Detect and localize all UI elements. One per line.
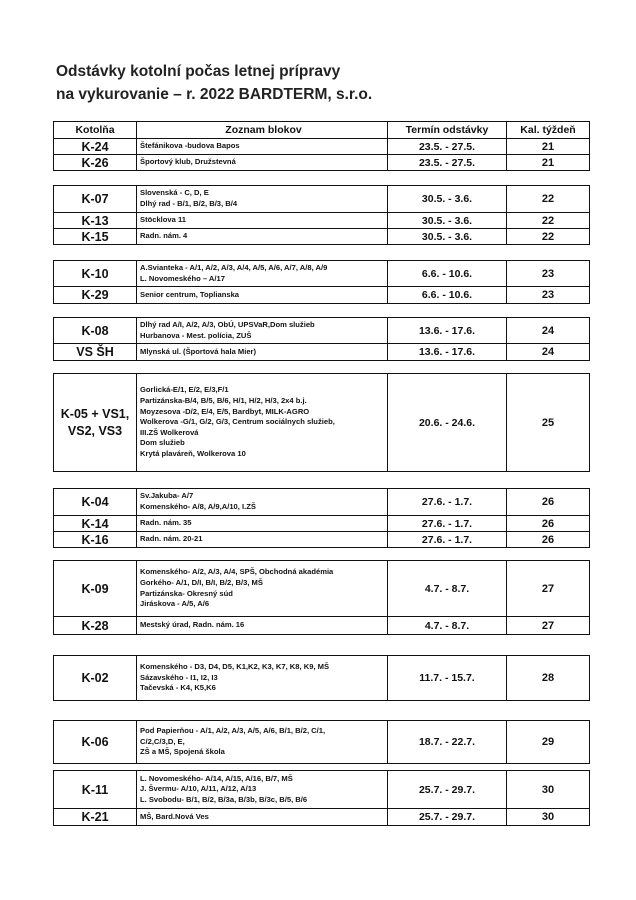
term-cell: 11.7. - 15.7.	[388, 656, 507, 701]
boiler-label-line: VS2, VS3	[67, 423, 123, 438]
block-line: J. Švermu- A/10, A/11, A/12, A/13	[140, 784, 257, 794]
block-line: ZŠ a MŠ, Spojená škola	[140, 747, 225, 757]
week-cell: 24	[507, 318, 590, 344]
blocks-cell	[137, 374, 388, 472]
week-cell: 25	[507, 374, 590, 472]
boiler-cell: VS ŠH	[54, 344, 137, 361]
header-table	[53, 121, 590, 139]
table-row	[54, 229, 590, 245]
table-row	[54, 186, 590, 213]
group-table	[53, 770, 590, 826]
week-cell: 21	[507, 139, 590, 155]
table-row	[54, 771, 590, 809]
boiler-cell: K-28	[54, 617, 137, 635]
block-line: Gorkého- A/1, D/I, B/I, B/2, B/3, MŠ	[140, 577, 263, 587]
term-cell: 6.6. - 10.6.	[388, 287, 507, 304]
boiler-cell: K-21	[54, 809, 137, 826]
title-line-2: na vykurovanie – r. 2022 BARDTERM, s.r.o.	[56, 86, 373, 103]
block-line: Partizánska-B/4, B/5, B/6, H/1, H/2, H/3, 2x4 b.j.	[140, 396, 307, 406]
table-row	[54, 656, 590, 701]
block-line: Stöcklova 11	[140, 215, 187, 225]
group-table	[53, 720, 590, 764]
group-table	[53, 488, 590, 548]
col-header-week: Kal. týždeň	[507, 122, 590, 139]
title-line-1: Odstávky kotolní počas letnej prípravy	[56, 63, 341, 80]
group-table	[53, 260, 590, 304]
block-line: A.Svianteka - A/1, A/2, A/3, A/4, A/5, A/6, A/7, A/8, A/9	[140, 262, 328, 272]
term-cell: 25.7. - 29.7.	[388, 809, 507, 826]
table-row	[54, 809, 590, 826]
block-line: Tačevská - K4, K5,K6	[140, 683, 216, 693]
term-cell: 30.5. - 3.6.	[388, 229, 507, 245]
week-cell: 21	[507, 155, 590, 171]
term-cell: 18.7. - 22.7.	[388, 721, 507, 764]
block-line: Gorlická-E/1, E/2, E/3,F/1	[140, 385, 229, 395]
week-cell: 24	[507, 344, 590, 361]
blocks-cell	[137, 561, 388, 617]
week-cell: 26	[507, 516, 590, 532]
block-line: Dom služieb	[140, 438, 185, 448]
blocks-cell	[137, 344, 388, 361]
table-row	[54, 617, 590, 635]
blocks-cell	[137, 516, 388, 532]
group-table	[53, 185, 590, 245]
boiler-cell: K-16	[54, 532, 137, 548]
group-table	[53, 138, 590, 171]
block-line: Komenského- A/8, A/9,A/10, I.ZŠ	[140, 502, 256, 511]
week-cell: 22	[507, 213, 590, 229]
blocks-cell	[137, 261, 388, 287]
table-row	[54, 516, 590, 532]
col-header-blocks: Zoznam blokov	[137, 122, 388, 139]
term-cell: 13.6. - 17.6.	[388, 318, 507, 344]
block-line: Wolkerova -G/1, G/2, G/3, Centrum sociálnych služieb,	[140, 417, 335, 427]
boiler-cell: K-09	[54, 561, 137, 617]
table-row	[54, 139, 590, 155]
block-line: Dlhý rad - B/1, B/2, B/3, B/4	[140, 199, 238, 208]
table-row	[54, 561, 590, 617]
block-line: Štefánikova -budova Bapos	[140, 141, 240, 151]
block-line: MŠ, Bard.Nová Ves	[140, 811, 209, 821]
table-row	[54, 721, 590, 764]
block-line: Športový klub, Družstevná	[140, 157, 236, 167]
table-row	[54, 155, 590, 171]
term-cell: 13.6. - 17.6.	[388, 344, 507, 361]
boiler-cell: K-06	[54, 721, 137, 764]
week-cell: 26	[507, 532, 590, 548]
blocks-cell	[137, 489, 388, 516]
block-line: Radn. nám. 35	[140, 518, 192, 528]
blocks-cell	[137, 809, 388, 826]
block-line: Slovenská - C, D, E	[140, 188, 209, 198]
week-cell: 23	[507, 261, 590, 287]
week-cell: 30	[507, 771, 590, 809]
week-cell: 27	[507, 617, 590, 635]
boiler-cell: K-02	[54, 656, 137, 701]
block-line: Pod Papierňou - A/1, A/2, A/3, A/5, A/6, B/1, B/2, C/1,	[140, 726, 326, 736]
block-line: Mestský úrad, Radn. nám. 16	[140, 620, 245, 630]
boiler-cell: K-07	[54, 186, 137, 213]
week-cell: 28	[507, 656, 590, 701]
block-line: Jiráskova - A/5, A/6	[140, 599, 210, 609]
table-row	[54, 318, 590, 344]
blocks-cell	[137, 155, 388, 171]
block-line: Hurbanova - Mest. polícia, ZUŠ	[140, 330, 252, 340]
table-row	[54, 213, 590, 229]
document-title	[56, 60, 596, 106]
boiler-cell: K-04	[54, 489, 137, 516]
block-line: Sv.Jakuba- A/7	[140, 491, 194, 501]
blocks-cell	[137, 139, 388, 155]
boiler-label-line: K-05 + VS1,	[60, 406, 130, 421]
block-line: L. Novomeského- A/14, A/15, A/16, B/7, MŠ	[140, 773, 293, 783]
blocks-cell	[137, 287, 388, 304]
col-header-term: Termín odstávky	[388, 122, 507, 139]
group-table	[53, 317, 590, 361]
block-line: Radn. nám. 20-21	[140, 534, 203, 544]
blocks-cell	[137, 721, 388, 764]
block-line: Mlynská ul. (Športová hala Mier)	[140, 346, 257, 356]
boiler-cell: K-08	[54, 318, 137, 344]
group-table	[53, 560, 590, 635]
blocks-cell	[137, 186, 388, 213]
blocks-cell	[137, 213, 388, 229]
blocks-cell	[137, 771, 388, 809]
boiler-cell: K-10	[54, 261, 137, 287]
block-line: C/2,C/3,D, E,	[140, 736, 185, 746]
group-table	[53, 655, 590, 701]
week-cell: 30	[507, 809, 590, 826]
blocks-cell	[137, 656, 388, 701]
blocks-cell	[137, 617, 388, 635]
boiler-cell: K-14	[54, 516, 137, 532]
week-cell: 22	[507, 229, 590, 245]
group-table	[53, 373, 590, 472]
block-line: Senior centrum, Toplianska	[140, 289, 240, 299]
term-cell: 30.5. - 3.6.	[388, 213, 507, 229]
table-row	[54, 489, 590, 516]
boiler-cell: K-24	[54, 139, 137, 155]
boiler-cell: K-29	[54, 287, 137, 304]
term-cell: 23.5. - 27.5.	[388, 139, 507, 155]
boiler-cell	[54, 374, 137, 472]
table-row	[54, 344, 590, 361]
block-line: L. Novomeského – A/17	[140, 273, 225, 283]
block-line: Sázavského - I1, I2, I3	[140, 672, 218, 682]
week-cell: 22	[507, 186, 590, 213]
blocks-cell	[137, 318, 388, 344]
week-cell: 29	[507, 721, 590, 764]
week-cell: 27	[507, 561, 590, 617]
boiler-cell: K-15	[54, 229, 137, 245]
table-row	[54, 374, 590, 472]
term-cell: 4.7. - 8.7.	[388, 617, 507, 635]
term-cell: 4.7. - 8.7.	[388, 561, 507, 617]
block-line: Komenského - D3, D4, D5, K1,K2, K3, K7, K8, K9, MŠ	[140, 662, 330, 672]
blocks-cell	[137, 532, 388, 548]
boiler-cell: K-26	[54, 155, 137, 171]
term-cell: 27.6. - 1.7.	[388, 516, 507, 532]
col-header-boiler: Kotolňa	[54, 122, 137, 139]
block-line: Komenského- A/2, A/3, A/4, SPŠ, Obchodná akadémia	[140, 567, 334, 577]
block-line: Radn. nám. 4	[140, 231, 188, 241]
term-cell: 27.6. - 1.7.	[388, 532, 507, 548]
term-cell: 23.5. - 27.5.	[388, 155, 507, 171]
block-line: III.ZŠ Wolkerová	[140, 427, 199, 437]
term-cell: 25.7. - 29.7.	[388, 771, 507, 809]
block-line: Partizánska- Okresný súd	[140, 588, 233, 598]
boiler-cell: K-13	[54, 213, 137, 229]
table-row	[54, 532, 590, 548]
term-cell: 27.6. - 1.7.	[388, 489, 507, 516]
block-line: Dlhý rad A/I, A/2, A/3, ObÚ, UPSVaR,Dom služieb	[140, 319, 315, 329]
boiler-cell: K-11	[54, 771, 137, 809]
block-line: L. Svobodu- B/1, B/2, B/3a, B/3b, B/3c, B/5, B/6	[140, 794, 308, 804]
blocks-cell	[137, 229, 388, 245]
table-row	[54, 261, 590, 287]
term-cell: 20.6. - 24.6.	[388, 374, 507, 472]
term-cell: 30.5. - 3.6.	[388, 186, 507, 213]
term-cell: 6.6. - 10.6.	[388, 261, 507, 287]
block-line: Krytá plaváreň, Wolkerova 10	[140, 448, 246, 458]
week-cell: 23	[507, 287, 590, 304]
table-row	[54, 287, 590, 304]
block-line: Moyzesova -D/2, E/4, E/5, Bardbyt, MILK-AGRO	[140, 406, 310, 416]
week-cell: 26	[507, 489, 590, 516]
